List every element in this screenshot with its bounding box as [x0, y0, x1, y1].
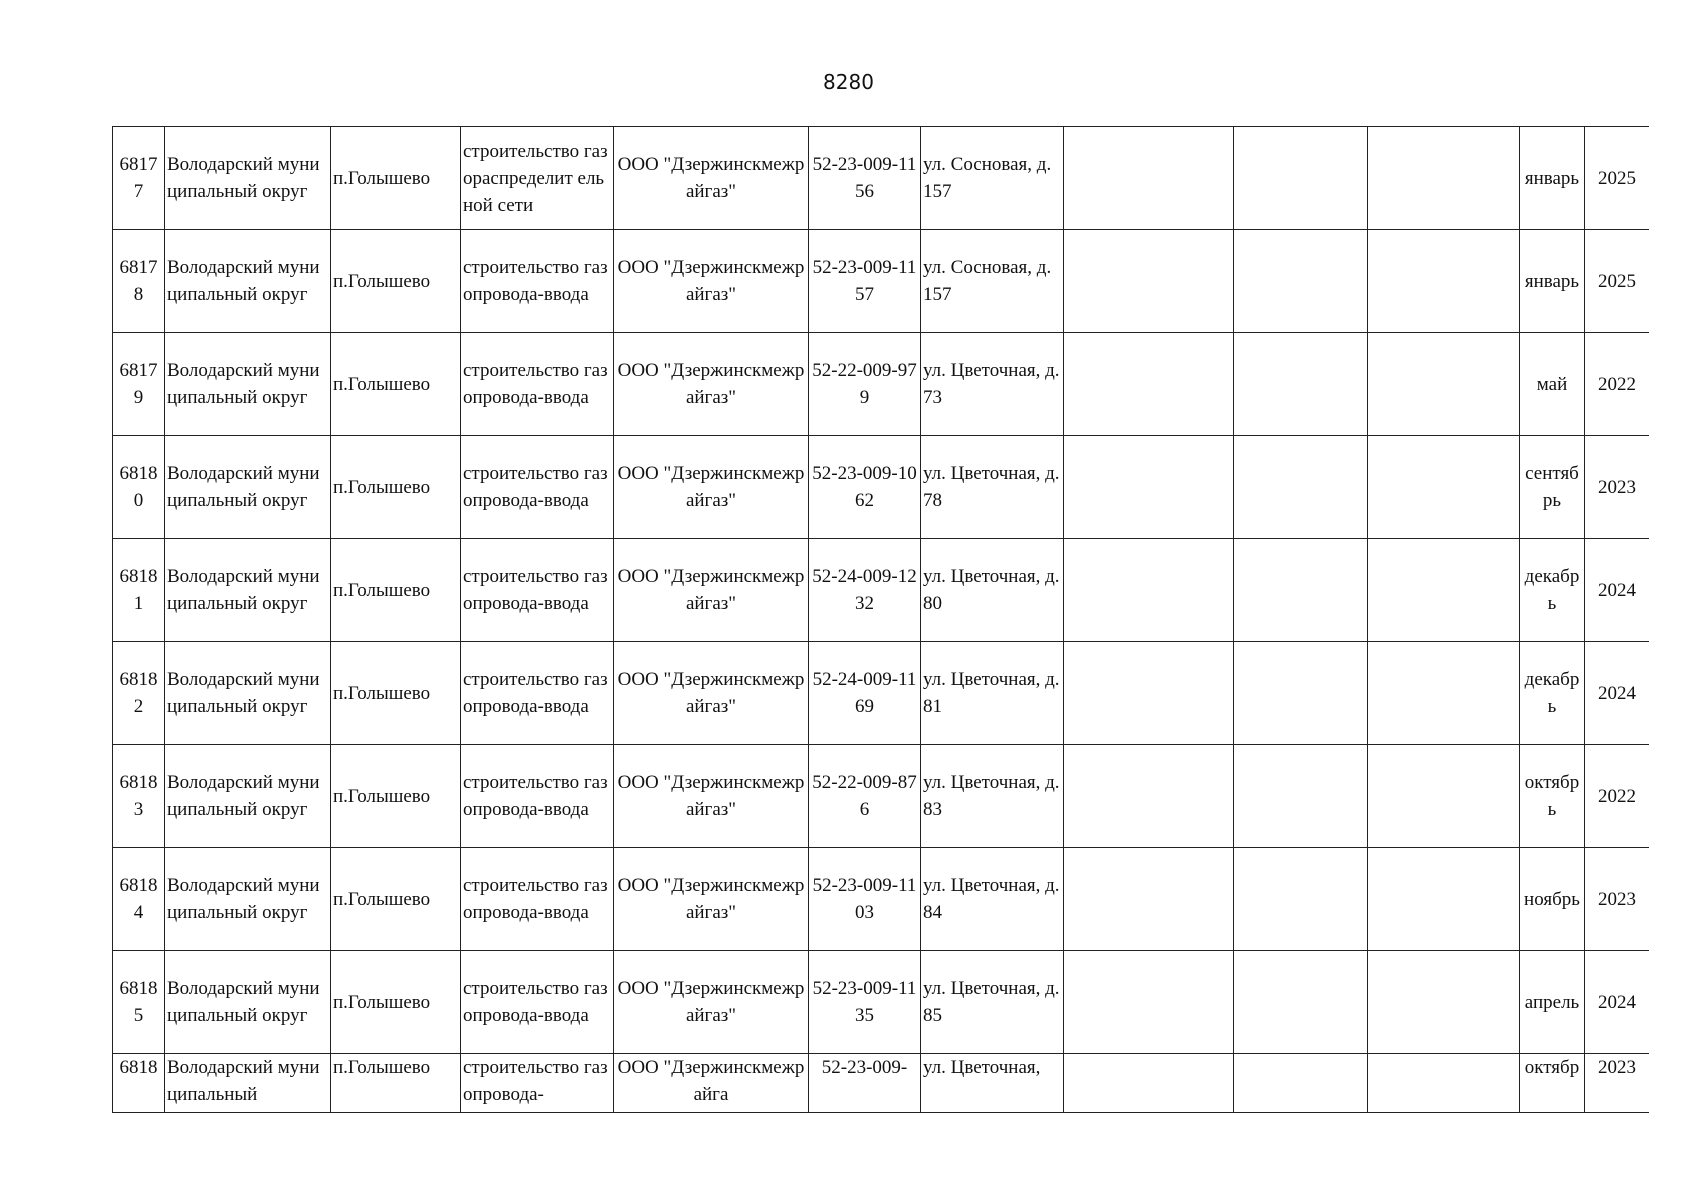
- cell-empty-2: [1234, 333, 1368, 436]
- cell-organization: ООО "Дзержинскмежрайгаз": [614, 436, 809, 539]
- cell-district: Володарский муниципальный округ: [165, 127, 331, 230]
- cell-empty-2: [1234, 848, 1368, 951]
- cell-settlement: п.Голышево: [331, 745, 461, 848]
- cell-month: ноябрь: [1520, 848, 1585, 951]
- cell-address: ул. Цветочная, д. 85: [921, 951, 1064, 1054]
- cell-empty-1: [1064, 848, 1234, 951]
- cell-year: 2023: [1585, 1054, 1650, 1114]
- cell-work-type: строительство газопровода-: [461, 1054, 614, 1114]
- cell-year: 2022: [1585, 333, 1650, 436]
- cell-work-type: строительство газопровода-ввода: [461, 951, 614, 1054]
- cell-empty-3: [1368, 642, 1520, 745]
- cell-settlement: п.Голышево: [331, 1054, 461, 1114]
- cell-month: декабрь: [1520, 642, 1585, 745]
- cell-empty-3: [1368, 951, 1520, 1054]
- cell-registry-code: 52-24-009-1232: [809, 539, 921, 642]
- cell-empty-3: [1368, 230, 1520, 333]
- table-row: [113, 127, 1650, 230]
- cell-empty-1: [1064, 127, 1234, 230]
- cell-district: Володарский муниципальный округ: [165, 230, 331, 333]
- cell-empty-2: [1234, 230, 1368, 333]
- cell-record-number: 68181: [113, 539, 165, 642]
- cell-organization: ООО "Дзержинскмежрайгаз": [614, 951, 809, 1054]
- cell-organization: ООО "Дзержинскмежрайгаз": [614, 848, 809, 951]
- cell-record-number: 68183: [113, 745, 165, 848]
- cell-district: Володарский муниципальный округ: [165, 333, 331, 436]
- cell-organization: ООО "Дзержинскмежрайгаз": [614, 230, 809, 333]
- cell-work-type: строительство газопровода-ввода: [461, 230, 614, 333]
- cell-settlement: п.Голышево: [331, 951, 461, 1054]
- cell-year: 2024: [1585, 642, 1650, 745]
- cell-empty-2: [1234, 1054, 1368, 1114]
- table-row: [113, 642, 1650, 745]
- cell-empty-2: [1234, 436, 1368, 539]
- cell-district: Володарский муниципальный округ: [165, 848, 331, 951]
- cell-record-number: 68177: [113, 127, 165, 230]
- cell-empty-1: [1064, 745, 1234, 848]
- cell-month: январь: [1520, 230, 1585, 333]
- table-row: [113, 848, 1650, 951]
- cell-settlement: п.Голышево: [331, 848, 461, 951]
- cell-empty-1: [1064, 436, 1234, 539]
- cell-empty-3: [1368, 333, 1520, 436]
- cell-address: ул. Цветочная, д. 80: [921, 539, 1064, 642]
- cell-address: ул. Цветочная, д. 73: [921, 333, 1064, 436]
- cell-record-number: 68185: [113, 951, 165, 1054]
- cell-registry-code: 52-24-009-1169: [809, 642, 921, 745]
- cell-address: ул. Цветочная, д. 84: [921, 848, 1064, 951]
- page-number: 8280: [823, 70, 874, 94]
- cell-registry-code: 52-23-009-1156: [809, 127, 921, 230]
- cell-record-number: 68184: [113, 848, 165, 951]
- cell-year: 2023: [1585, 848, 1650, 951]
- cell-empty-1: [1064, 1054, 1234, 1114]
- cell-month: январь: [1520, 127, 1585, 230]
- table-row: [113, 230, 1650, 333]
- cell-address: ул. Сосновая, д. 157: [921, 127, 1064, 230]
- cell-registry-code: 52-23-009-1103: [809, 848, 921, 951]
- cell-record-number: 68182: [113, 642, 165, 745]
- cell-year: 2025: [1585, 127, 1650, 230]
- cell-organization: ООО "Дзержинскмежрайгаз": [614, 333, 809, 436]
- cell-empty-3: [1368, 539, 1520, 642]
- cell-year: 2024: [1585, 951, 1650, 1054]
- cell-registry-code: 52-23-009-1157: [809, 230, 921, 333]
- cell-empty-3: [1368, 848, 1520, 951]
- cell-registry-code: 52-22-009-979: [809, 333, 921, 436]
- cell-district: Володарский муниципальный: [165, 1054, 331, 1114]
- cell-work-type: строительство газопровода-ввода: [461, 539, 614, 642]
- cell-year: 2025: [1585, 230, 1650, 333]
- cell-registry-code: 52-23-009-1135: [809, 951, 921, 1054]
- cell-settlement: п.Голышево: [331, 436, 461, 539]
- cell-settlement: п.Голышево: [331, 333, 461, 436]
- cell-organization: ООО "Дзержинскмежрайгаз": [614, 642, 809, 745]
- cell-year: 2022: [1585, 745, 1650, 848]
- cell-record-number: 68180: [113, 436, 165, 539]
- cell-empty-1: [1064, 333, 1234, 436]
- cell-empty-3: [1368, 1054, 1520, 1114]
- table-row: [113, 436, 1650, 539]
- cell-address: ул. Цветочная, д. 81: [921, 642, 1064, 745]
- cell-empty-2: [1234, 951, 1368, 1054]
- cell-settlement: п.Голышево: [331, 539, 461, 642]
- cell-work-type: строительство газопровода-ввода: [461, 436, 614, 539]
- cell-empty-2: [1234, 539, 1368, 642]
- table-row: [113, 745, 1650, 848]
- table-row: [113, 1054, 1650, 1114]
- cell-registry-code: 52-23-009-1062: [809, 436, 921, 539]
- registry-table: [112, 126, 1649, 1113]
- cell-address: ул. Цветочная, д. 78: [921, 436, 1064, 539]
- cell-empty-1: [1064, 230, 1234, 333]
- cell-record-number: 68178: [113, 230, 165, 333]
- cell-organization: ООО "Дзержинскмежрайгаз": [614, 127, 809, 230]
- cell-record-number: 68179: [113, 333, 165, 436]
- cell-settlement: п.Голышево: [331, 127, 461, 230]
- cell-address: ул. Цветочная,: [921, 1054, 1064, 1114]
- cell-year: 2023: [1585, 436, 1650, 539]
- cell-month: октябрь: [1520, 745, 1585, 848]
- table-row: [113, 951, 1650, 1054]
- cell-empty-3: [1368, 745, 1520, 848]
- cell-organization: ООО "Дзержинскмежрайгаз": [614, 745, 809, 848]
- cell-empty-1: [1064, 951, 1234, 1054]
- cell-empty-1: [1064, 539, 1234, 642]
- cell-district: Володарский муниципальный округ: [165, 642, 331, 745]
- cell-registry-code: 52-22-009-876: [809, 745, 921, 848]
- table-row: [113, 539, 1650, 642]
- cell-registry-code: 52-23-009-: [809, 1054, 921, 1114]
- registry-table-container: [112, 126, 1649, 1113]
- cell-month: апрель: [1520, 951, 1585, 1054]
- cell-settlement: п.Голышево: [331, 642, 461, 745]
- cell-settlement: п.Голышево: [331, 230, 461, 333]
- cell-empty-2: [1234, 642, 1368, 745]
- cell-record-number: 6818: [113, 1054, 165, 1114]
- cell-work-type: строительство газопровода-ввода: [461, 848, 614, 951]
- cell-organization: ООО "Дзержинскмежрайга: [614, 1054, 809, 1114]
- cell-month: октябр: [1520, 1054, 1585, 1114]
- cell-work-type: строительство газопровода-ввода: [461, 745, 614, 848]
- cell-work-type: строительство газопровода-ввода: [461, 642, 614, 745]
- cell-month: май: [1520, 333, 1585, 436]
- cell-empty-1: [1064, 642, 1234, 745]
- cell-empty-3: [1368, 127, 1520, 230]
- cell-empty-2: [1234, 745, 1368, 848]
- cell-empty-2: [1234, 127, 1368, 230]
- cell-district: Володарский муниципальный округ: [165, 745, 331, 848]
- cell-month: декабрь: [1520, 539, 1585, 642]
- cell-district: Володарский муниципальный округ: [165, 539, 331, 642]
- cell-address: ул. Цветочная, д. 83: [921, 745, 1064, 848]
- cell-district: Володарский муниципальный округ: [165, 951, 331, 1054]
- cell-work-type: строительство газопровода-ввода: [461, 333, 614, 436]
- cell-work-type: строительство газораспределит ельной сети: [461, 127, 614, 230]
- cell-month: сентябрь: [1520, 436, 1585, 539]
- cell-address: ул. Сосновая, д. 157: [921, 230, 1064, 333]
- cell-district: Володарский муниципальный округ: [165, 436, 331, 539]
- registry-table-body: [113, 127, 1650, 1114]
- table-row: [113, 333, 1650, 436]
- cell-empty-3: [1368, 436, 1520, 539]
- cell-year: 2024: [1585, 539, 1650, 642]
- cell-organization: ООО "Дзержинскмежрайгаз": [614, 539, 809, 642]
